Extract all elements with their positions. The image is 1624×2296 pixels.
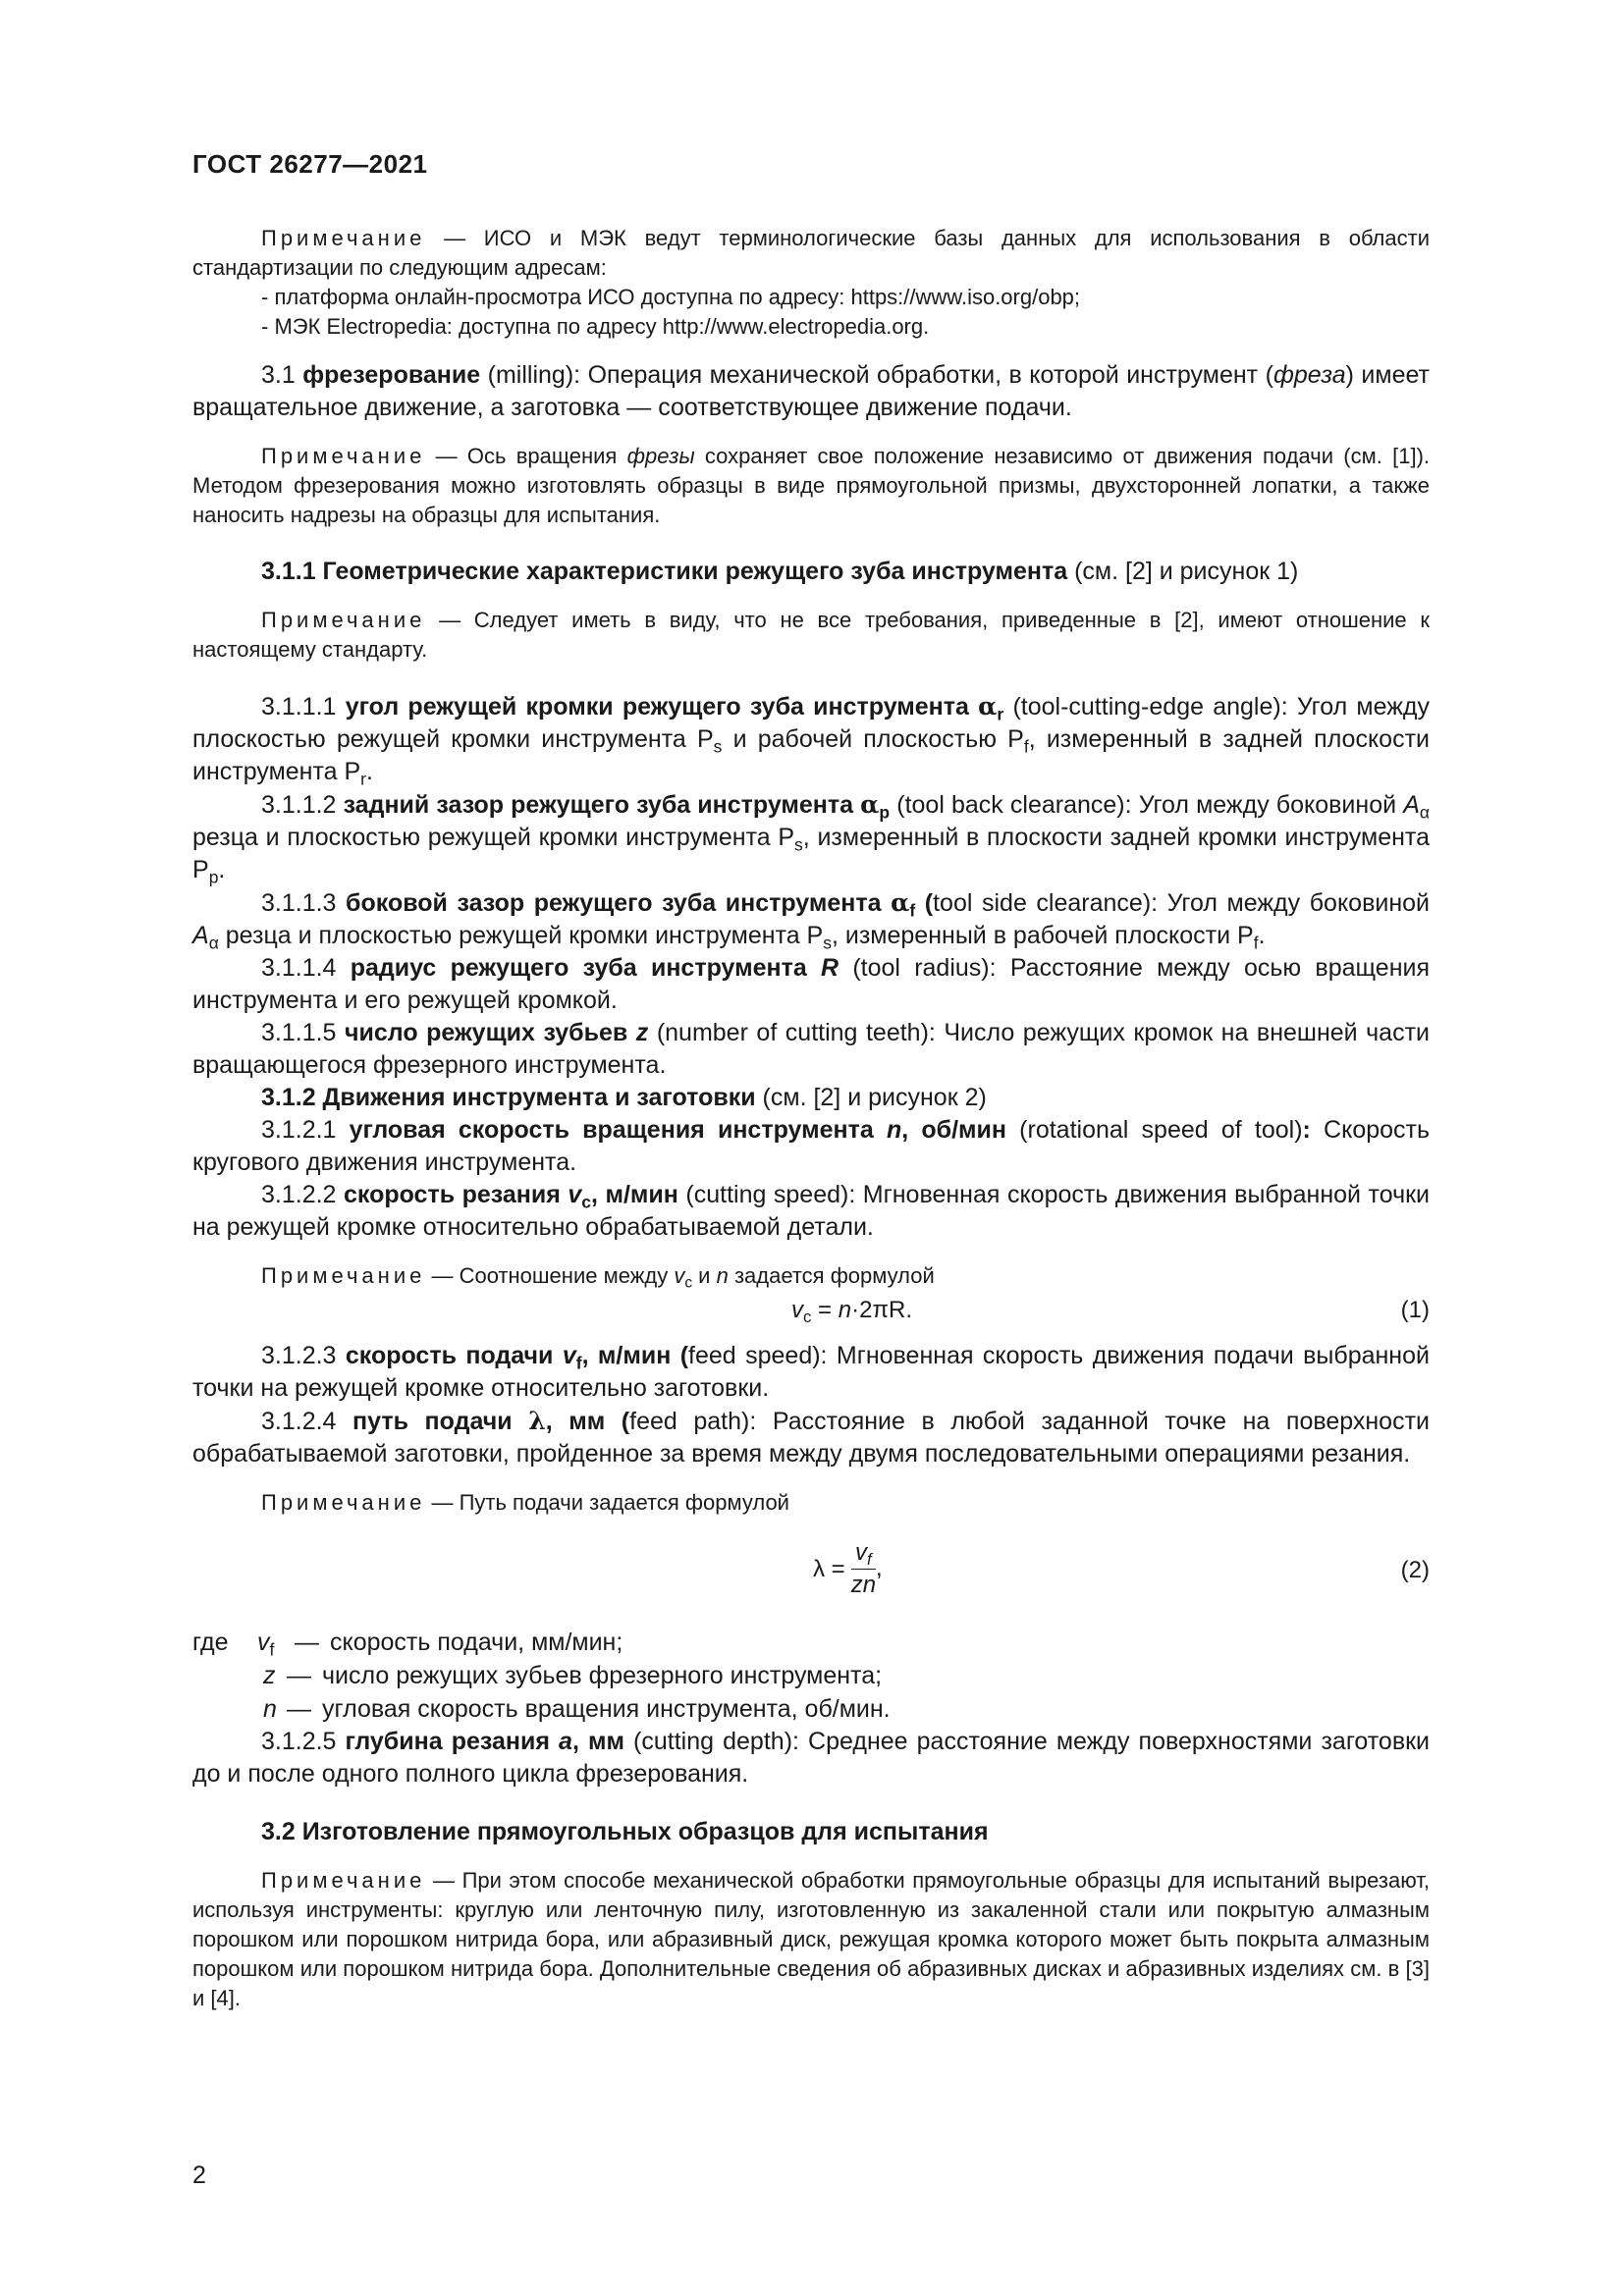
note-speed-relation: Примечание — Соотношение между $v_c$ и n задается формулой [261, 1263, 935, 1292]
section-3-1-1-heading: 3.1.1 Геометрические характеристики режущего зуба инструмента (см. [2] и рисунок 1) [261, 558, 1299, 585]
term-3-1-1-3: 3.1.1.3 боковой зазор режущего зуба инструмента $\alpha_f$ (tool side clearance): Угол между боковиной $A_\alpha$ резца и плоскостью режущей кромки инструмента $P_s$, измеренный в рабочей плоскости $P_f$. [192, 888, 1430, 953]
term-3-1-2-1: 3.1.2.1 угловая скорость вращения инструмента n, об/мин (rotational speed of tool): Скорость кругового движения инструмента. [192, 1116, 1431, 1176]
document-code: ГОСТ 26277—2021 [192, 149, 428, 179]
section-3-2-heading: 3.2 Изготовление прямоугольных образцов для испытания [261, 1818, 989, 1845]
term-3-1-2-5: 3.1.2.5 глубина резания a, мм (cutting depth): Среднее расстояние между поверхностями заготовки до и после одного полного цикла фрезерования. [192, 1728, 1431, 1788]
note-requirements: Примечание — Следует иметь в виду, что не все требования, приведенные в [2], имеют отношение к настоящему стандарту. [192, 608, 1430, 662]
term-3-1-1-4: 3.1.1.4 радиус режущего зуба инструмента R (tool radius): Расстояние между осью вращения инструмента и его режущей кромкой. [192, 954, 1431, 1014]
legend-row: z — число режущих зубьев фрезерного инструмента; [263, 1662, 883, 1689]
term-3-1-2-2: 3.1.2.2 скорость резания $v_c$, м/мин (cutting speed): Мгновенная скорость движения выбранной точки на режущей кромке относительно обрабатываемой детали. [192, 1181, 1430, 1241]
formula-legend [192, 1626, 1430, 1726]
formula-1-number: (1) [1400, 1297, 1430, 1323]
term-3-1-2-4: 3.1.2.4 путь подачи λ, мм (feed path): Расстояние в любой заданной точке на поверхности обрабатываемой заготовки, пройденное за время между двумя последовательными операциями резания. [192, 1407, 1430, 1468]
page-content [192, 224, 1430, 2013]
note-iec-line: - МЭК Electropedia: доступна по адресу http://www.electropedia.org. [261, 314, 930, 339]
section-3-1-2-heading: 3.1.2 Движения инструмента и заготовки (см. [2] и рисунок 2) [261, 1084, 987, 1111]
term-3-1-1-1: 3.1.1.1 угол режущей кромки режущего зуба инструмента $\alpha_r$ (tool-cutting-edge angle): Угол между плоскостью режущей кромки инструмента $P_s$ и рабочей плоскостью $P_f$, измеренный в задней плоскости инструмента $P_r$. [192, 692, 1431, 789]
note-iso-line: - платформа онлайн-просмотра ИСО доступна по адресу: https://www.iso.org/obp; [261, 285, 1081, 309]
formula-2 [192, 1535, 1430, 1614]
term-3-1-2-3: 3.1.2.3 скорость подачи $v_f$, м/мин (feed speed): Мгновенная скорость движения подачи выбранной точки на режущей кромке относительно заготовки. [192, 1342, 1430, 1402]
formula-1-expression: $v_c = n\cdot 2\pi R$. [791, 1297, 913, 1327]
term-3-1-1-5: 3.1.1.5 число режущих зубьев z (number of cutting teeth): Число режущих кромок на внешней части вращающегося фрезерного инструмента. [192, 1019, 1430, 1079]
formula-1 [192, 1291, 1430, 1334]
formula-2-expression: λ = $\frac{v_f}{zn}$ , [813, 1539, 883, 1598]
page-number: 2 [192, 2162, 206, 2189]
term-3-1-1-2: 3.1.1.2 задний зазор режущего зуба инструмента $\alpha_p$ (tool back clearance): Угол между боковиной $A_\alpha$ резца и плоскостью режущей кромки инструмента $P_s$, измеренный в плоскости задней кромки инструмента $P_p$. [192, 790, 1431, 887]
note-feed-path-formula: Примечание — Путь подачи задается формулой [261, 1490, 789, 1515]
term-3-1-milling: 3.1 фрезерование (milling): Операция механической обработки, в которой инструмент (фреза) имеет вращательное движение, а заготовка — соответствующее движение подачи. [192, 361, 1431, 421]
legend-row: где $v_f$ — скорость подачи, мм/мин; [192, 1629, 623, 1660]
note-iso-iec: Примечание — ИСО и МЭК ведут терминологические базы данных для использования в области стандартизации по следующим адресам: [192, 226, 1430, 280]
formula-2-number: (2) [1400, 1557, 1430, 1583]
note-label: Примечание [261, 226, 426, 250]
note-milling-axis: Примечание — Ось вращения фрезы сохраняет свое положение независимо от движения подачи (см. [1]). Методом фрезерования можно изготовлять образцы в виде прямоугольной призмы, двухсторонней лопатки, а также наносить надрезы на образцы для испытания. [192, 444, 1431, 527]
note-sample-cutting: Примечание — При этом способе механической обработки прямоугольные образцы для испытаний вырезают, используя инструменты: круглую или ленточную пилу, изготовленную из закаленной стали или покрытую алмазным порошком или порошком нитрида бора, или абразивный диск, режущая кромка которого может быть покрыта алмазным порошком или порошком нитрида бора. Дополнительные сведения об абразивных дисках и абразивных изделиях см. в [3] и [4]. [192, 1868, 1430, 2010]
legend-row: n — угловая скорость вращения инструмента, об/мин. [263, 1695, 891, 1723]
